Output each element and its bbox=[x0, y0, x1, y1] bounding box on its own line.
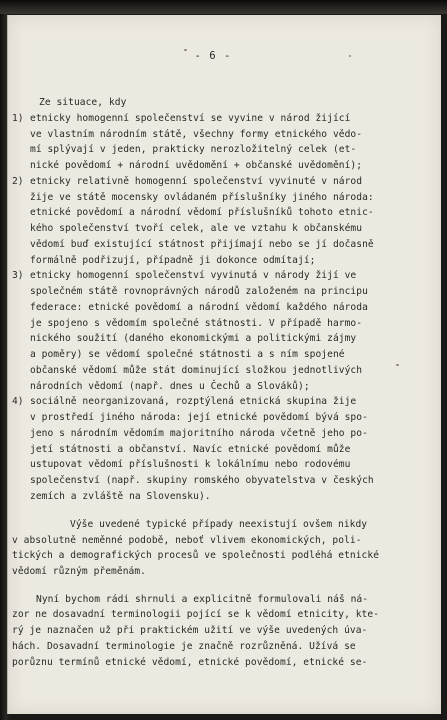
paragraph-line: porůznu termínů etnické vědomí, etnické povědomí, etnické se- bbox=[12, 656, 368, 668]
list-item-line: vědomí buď existující státnost přijímají nebo se jí dočasně bbox=[30, 238, 374, 250]
paragraph-line: Nyní bychom rádi shrnuli a explicitně formulovali náš ná- bbox=[36, 593, 369, 605]
paragraph-line: hách. Dosavadní terminologie je značně rozrůzněná. Užívá se bbox=[12, 640, 356, 652]
list-item-line: společném státě rovnoprávných národů založeném na principu bbox=[30, 286, 368, 297]
list-item-line: etnicky homogenní společenství vyvinutá v národy žijí ve bbox=[30, 270, 357, 282]
list-number: 1) bbox=[12, 112, 24, 124]
list-item-line: federace: etnické povědomí a národní vědomí každého národa bbox=[30, 301, 368, 313]
list-item-line: je spojeno s vědomím společné státnosti. V případě harmo- bbox=[30, 317, 363, 329]
list-item-line: etnicky homogenní společenství se vyvine v národ žijící bbox=[30, 112, 351, 124]
list-number: 3) bbox=[12, 270, 24, 282]
list-item-line: zemích a zvláště na Slovensku). bbox=[30, 490, 211, 502]
list-item-line: jetí státnosti a občanství. Navíc etnické povědomí může bbox=[30, 443, 351, 455]
list-item-line: mí splývají v jeden, prakticky nerozložitelný celek (et- bbox=[30, 144, 357, 156]
list-item-line: nického soužití (daného ekonomickými a politickými zájmy bbox=[30, 333, 357, 345]
binding-edge bbox=[0, 0, 447, 14]
list-item-line: v prostředí jiného národa: její etnické povědomí bývá spo- bbox=[30, 412, 368, 423]
list-item-line: společenství (např. skupiny romského obyvatelstva v českých bbox=[30, 475, 374, 486]
paragraph-line: v absolutně neměnné podobě, neboť vlivem ekonomických, poli- bbox=[12, 534, 362, 546]
paper-speck bbox=[349, 55, 351, 57]
paragraph-line: zor ne dosavadní terminologii pojící se k vědomí etnicity, kte- bbox=[12, 609, 380, 621]
list-item-line: žije ve státě mocensky ovládaném příslušníky jiného národa: bbox=[30, 191, 374, 203]
paragraph-line: tických a demografických procesů ve společnosti podléhá etnické bbox=[12, 550, 380, 562]
list-item-line: jeno s národním vědomím majoritního národa včetně jeho po- bbox=[30, 427, 368, 439]
list-number: 4) bbox=[12, 396, 24, 408]
paragraph-line: vědomí různým přeměnám. bbox=[12, 566, 146, 578]
page-number: - 6 - bbox=[194, 50, 232, 62]
list-number: 2) bbox=[12, 175, 24, 187]
paragraph-line: Výše uvedené typické případy neexistují ovšem nikdy bbox=[70, 518, 368, 530]
list-item-line: a poměry) se vědomí společné státnosti a s ním spojené bbox=[30, 349, 345, 360]
intro-line: Ze situace, kdy bbox=[39, 97, 127, 108]
paper-speck bbox=[396, 364, 399, 366]
list-item-line: formálně podřizují, případně ji dokonce odmítají; bbox=[30, 254, 316, 266]
paragraph-line: rý je naznačen už při praktickém užití ve výše uvedených úva- bbox=[12, 625, 368, 637]
list-item-line: etnicky relativně homogenní společenství vyvinuté v národ bbox=[30, 175, 363, 187]
list-item-line: sociálně neorganizovaná, rozptýlená etnická skupina žije bbox=[30, 396, 357, 408]
list-item-line: etnické povědomí a národní vědomí příslušníků tohoto etnic- bbox=[30, 207, 374, 219]
list-item-line: ustupovat vědomí příslušnosti k lokálnímu nebo rodovému bbox=[30, 459, 351, 471]
list-item-line: národních vědomí (např. dnes u Čechů a Slováků); bbox=[30, 380, 310, 392]
list-item-line: ve vlastním národním státě, všechny formy etnického vědo- bbox=[30, 128, 363, 140]
list-item-line: kého společenství tvoří celek, ale ve vztahu k občanskému bbox=[30, 223, 363, 234]
list-item-line: nické povědomí + národní uvědomění + občanské uvědomění); bbox=[30, 160, 363, 171]
list-item-line: občanské vědomí může stát dominující složkou jednotlivých bbox=[30, 364, 363, 376]
